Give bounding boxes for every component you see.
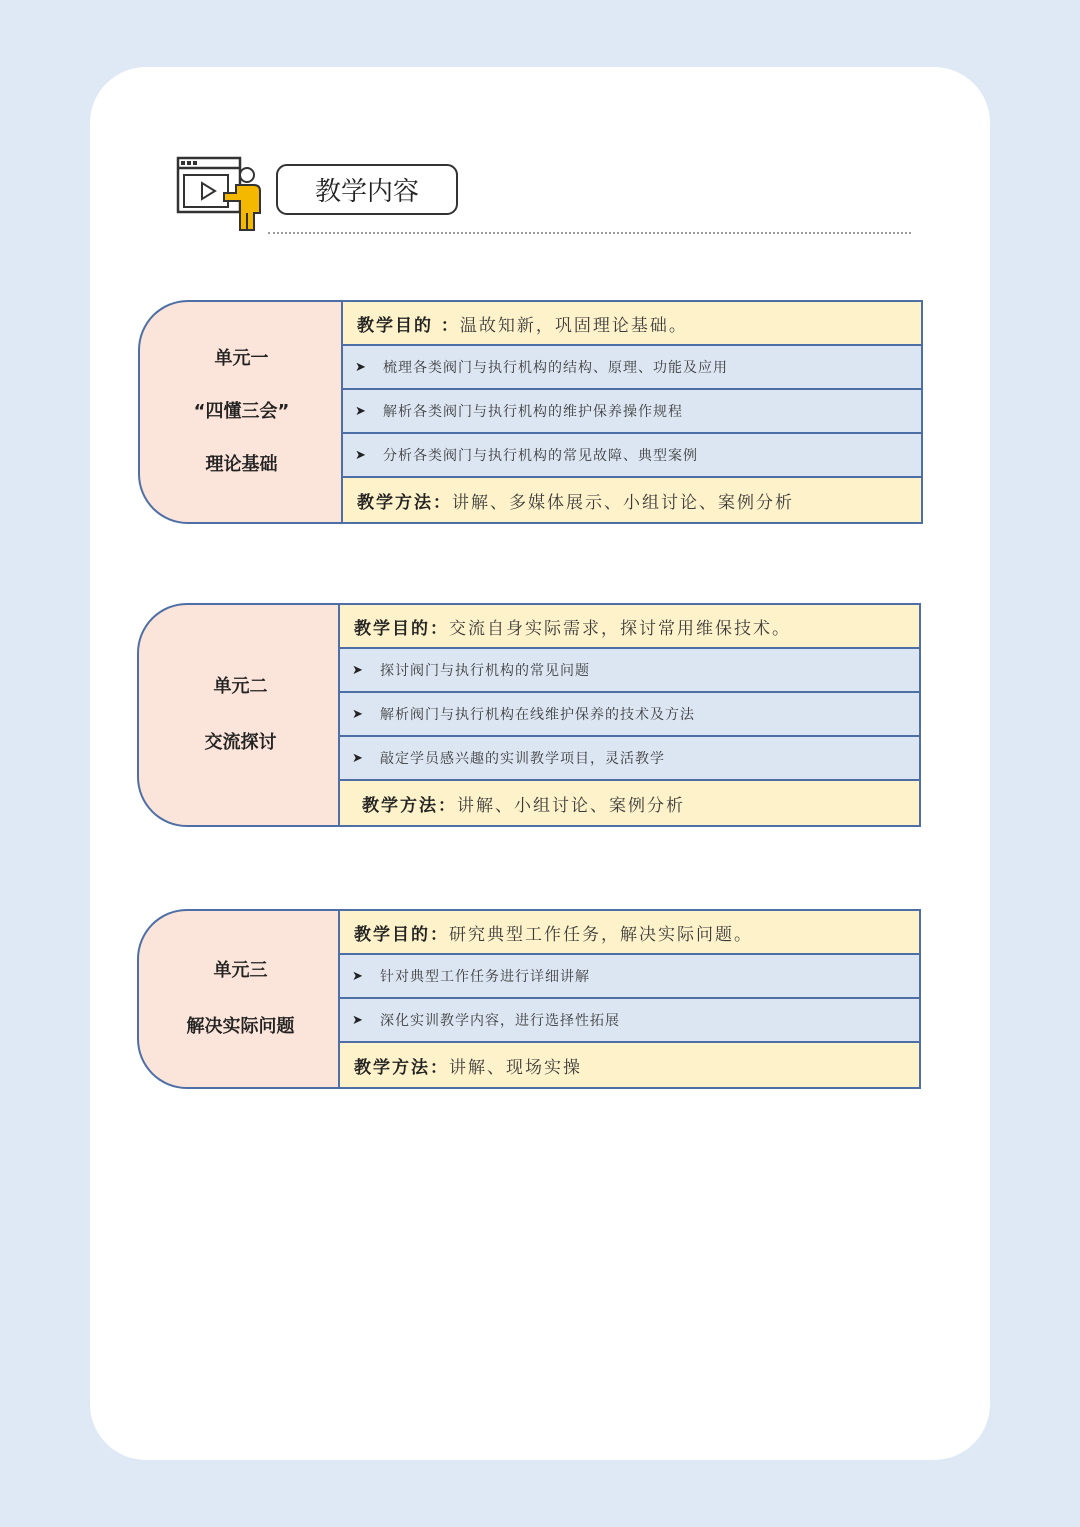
method-text: 讲解、小组讨论、案例分析 [457, 795, 685, 816]
unit-topic: 理论基础 [205, 454, 278, 475]
arrow-bullet-icon: ➤ [352, 750, 364, 766]
unit-3 [137, 909, 921, 1089]
unit-1 [138, 300, 923, 524]
method-row [338, 1041, 921, 1089]
arrow-bullet-icon: ➤ [352, 662, 364, 678]
method-row [341, 476, 923, 524]
list-item: ➤ 深化实训教学内容，进行选择性拓展 [338, 997, 921, 1043]
arrow-bullet-icon: ➤ [352, 1012, 364, 1028]
unit-label [137, 603, 342, 827]
unit-name: 单元二 [213, 676, 268, 697]
arrow-bullet-icon: ➤ [355, 359, 367, 375]
arrow-bullet-icon: ➤ [355, 447, 367, 463]
goal-key: 教学目的 ： [357, 315, 460, 336]
divider [268, 232, 911, 234]
method-key: 教学方法： [357, 492, 452, 513]
method-text: 讲解、多媒体展示、小组讨论、案例分析 [452, 492, 794, 513]
unit-name: 单元三 [213, 960, 268, 981]
page-title: 教学内容 [276, 164, 458, 215]
goal-key: 教学目的： [354, 618, 449, 639]
method-key: 教学方法： [354, 1057, 449, 1078]
presentation-teacher-icon [176, 155, 266, 233]
goal-row [341, 300, 923, 346]
goal-key: 教学目的： [354, 924, 449, 945]
goal-row [338, 909, 921, 955]
arrow-bullet-icon: ➤ [352, 706, 364, 722]
arrow-bullet-icon: ➤ [352, 968, 364, 984]
list-item: ➤ 解析阀门与执行机构在线维护保养的技术及方法 [338, 691, 921, 737]
list-item: ➤ 梳理各类阀门与执行机构的结构、原理、功能及应用 [341, 344, 923, 390]
list-item: ➤ 探讨阀门与执行机构的常见问题 [338, 647, 921, 693]
arrow-bullet-icon: ➤ [355, 403, 367, 419]
list-item: ➤ 针对典型工作任务进行详细讲解 [338, 953, 921, 999]
unit-2 [137, 603, 921, 827]
unit-label [137, 909, 342, 1089]
list-item: ➤ 解析各类阀门与执行机构的维护保养操作规程 [341, 388, 923, 434]
unit-subtitle: “四懂三会” [193, 401, 290, 422]
unit-topic: 解决实际问题 [186, 1016, 295, 1037]
unit-name: 单元一 [214, 348, 269, 369]
goal-text: 研究典型工作任务，解决实际问题。 [449, 924, 753, 945]
method-key: 教学方法： [362, 795, 457, 816]
list-item: ➤ 分析各类阀门与执行机构的常见故障、典型案例 [341, 432, 923, 478]
method-text: 讲解、现场实操 [449, 1057, 582, 1078]
goal-row [338, 603, 921, 649]
list-item: ➤ 敲定学员感兴趣的实训教学项目，灵活教学 [338, 735, 921, 781]
goal-text: 交流自身实际需求，探讨常用维保技术。 [449, 618, 791, 639]
method-row [338, 779, 921, 827]
goal-text: 温故知新，巩固理论基础。 [459, 315, 688, 336]
unit-topic: 交流探讨 [204, 732, 277, 753]
unit-label [138, 300, 343, 524]
